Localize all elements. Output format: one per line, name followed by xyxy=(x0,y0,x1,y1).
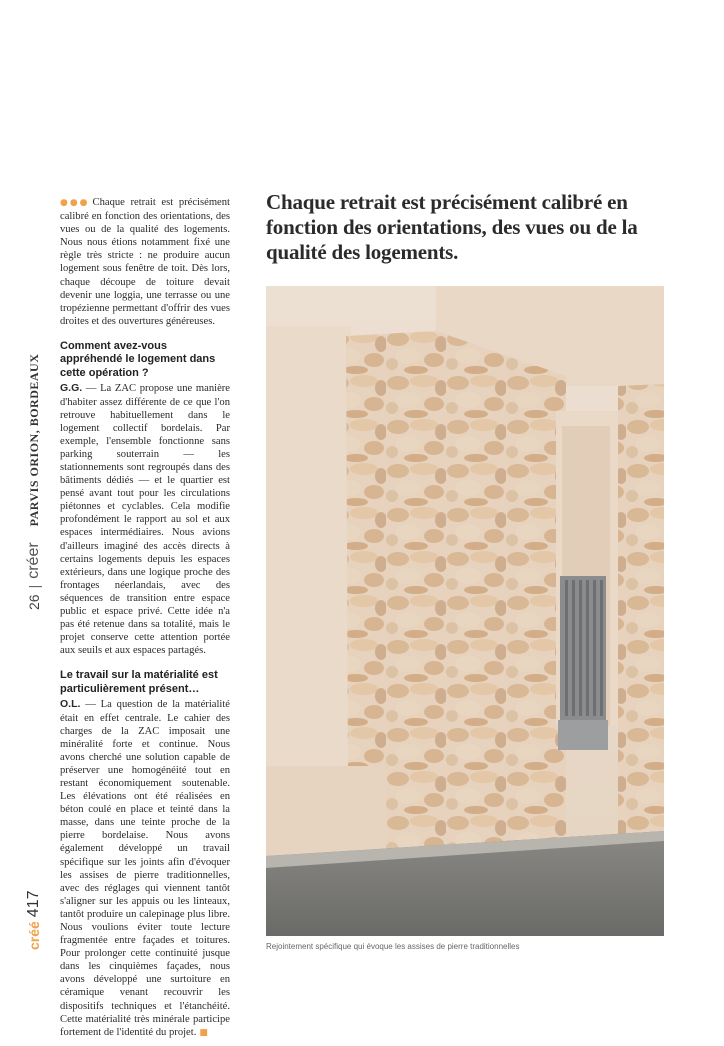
magazine-logo: créé xyxy=(26,921,42,950)
page-number: 26 xyxy=(26,594,42,610)
article-column xyxy=(60,196,230,1046)
question-heading: Comment avez-vous appréhendé le logement dans cette opération ? xyxy=(60,339,216,379)
project-location: PARVIS ORION, BORDEAUX xyxy=(26,353,41,527)
intro-text: Chaque retrait est précisément calibré en fonction des orientations, des vues ou de la qualité des logements. Nous nous étions notamment fixé une règle très stricte : ne produire aucun logement sous fenêtre de toit. Dès lors, chaque découpe de toiture devait devenir une loggia, une terrasse ou une tropézienne permettant d'offrir des vues droites et des ouvertures généreuses. xyxy=(60,197,231,327)
separator: | xyxy=(26,584,42,589)
issue-number: 417 xyxy=(25,890,42,918)
answer-text: — La ZAC propose une manière d'habiter assez différente de ce que l'on retrouve habituellement dans le logement collectif bordelais. Par exemple, l'ensemble fonctionne sans parking souterrain — les stationnements sont regroupés dans des bâtiments dédiés — et le quartier est pensé avant tout pour les circulations piétonnes et cyclables. Cela modifie profondément le rapport au sol et aux espaces intermédiaires. Nous avions d'ailleurs imaginé des accès directs à certains logements depuis les espaces extérieurs, dans une logique proche des frontages néerlandais, avec des séquences de transition entre espace public et espace privé. Cette idée n'a pas été retenue dans sa totalité, mais le projet conserve cette attention portée aux seuils et aux espaces partagés. xyxy=(60,383,230,657)
issue-mark xyxy=(22,860,46,950)
running-head xyxy=(22,350,46,610)
speaker-initials: G.G. xyxy=(60,382,83,395)
section-name: créer xyxy=(25,542,42,579)
question-heading: Le travail sur la matérialité est particulièrement présent… xyxy=(60,669,218,695)
lead-dots-icon: ●●● xyxy=(60,198,90,208)
speaker-initials: O.L. xyxy=(60,698,81,711)
answer-text: — La question de la matérialité était en effet centrale. Le cahier des charges de la ZAC imposait une minéralité forte et continue. Nous avons cherché une solution capable de préserver une homogénéité tout en restant économiquement soutenable. Les élévations ont été réalisées en béton coulé en place et teinté dans la masse, dans une teinte proche de la pierre bordelaise. Nous avons également développé un travail spécifique sur les joints afin d'évoquer les assises de pierre traditionnelles, avec des réglages qui viennent tantôt s'aligner sur les appuis ou les linteaux, tantôt produire un calepinage plus libre. Nous voulions éviter toute lecture fragmentée entre façades et toitures. Pour prolonger cette continuité jusque dans les cinquièmes façades, nous avons développé une surtoiture en céramique venant recouvrir les dispositifs techniques et l'étanchéité. Cette matérialité très minérale participe fortement de l'identité du projet. xyxy=(60,699,230,1038)
window-grille xyxy=(558,576,608,750)
pull-quote: Chaque retrait est précisément calibré en fonction des orientations, des vues ou de la qualité des logements. xyxy=(266,190,638,264)
building-photo xyxy=(266,286,664,936)
answer-paragraph xyxy=(60,382,230,657)
photo-caption: Rejointement spécifique qui évoque les assises de pierre traditionnelles xyxy=(266,942,520,951)
end-mark-icon: ■ xyxy=(199,1027,208,1038)
intro-paragraph xyxy=(60,196,230,328)
answer-paragraph xyxy=(60,698,230,1039)
